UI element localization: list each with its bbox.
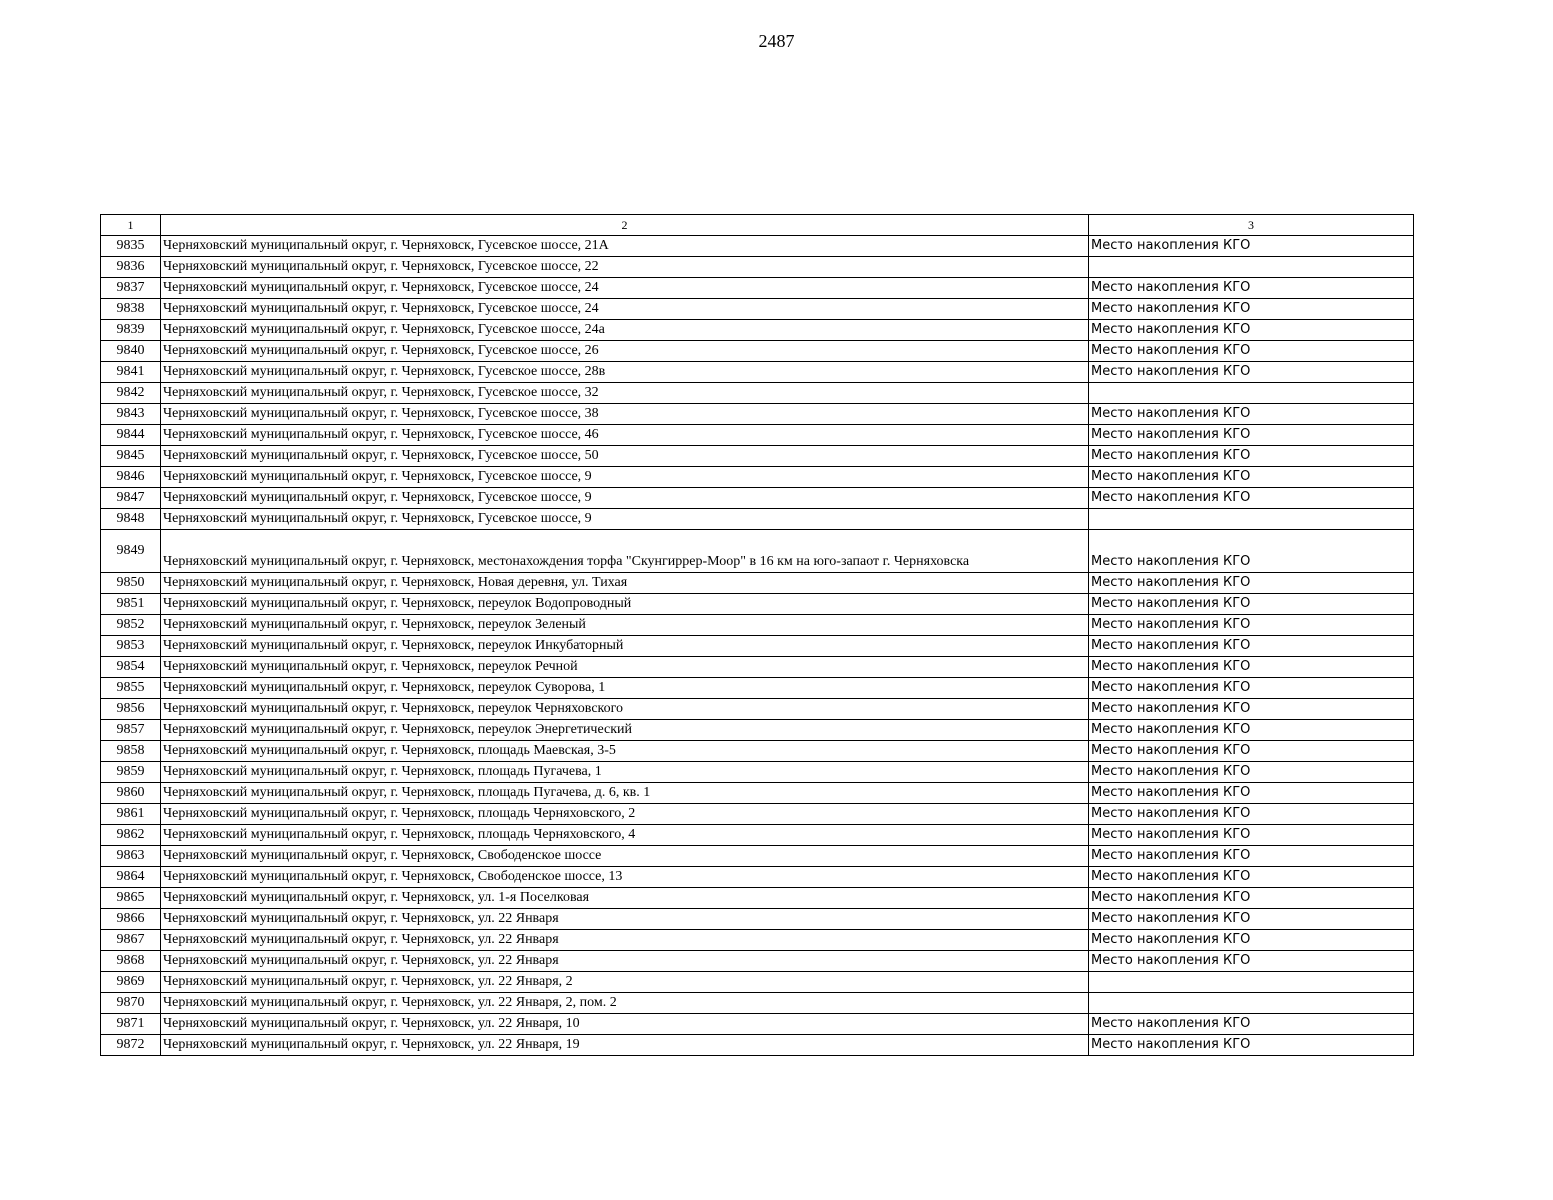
address-cell: Черняховский муниципальный округ, г. Черняховск, площадь Пугачева, д. 6, кв. 1: [161, 783, 1089, 804]
type-cell: Место накопления КГО: [1089, 888, 1414, 909]
type-cell: [1089, 509, 1414, 530]
type-cell: Место накопления КГО: [1089, 804, 1414, 825]
row-number-cell: 9850: [101, 573, 161, 594]
address-cell: Черняховский муниципальный округ, г. Черняховск, Новая деревня, ул. Тихая: [161, 573, 1089, 594]
address-cell: Черняховский муниципальный округ, г. Черняховск, переулок Водопроводный: [161, 594, 1089, 615]
address-cell: Черняховский муниципальный округ, г. Черняховск, Гусевское шоссе, 38: [161, 404, 1089, 425]
table-row: [101, 509, 1414, 530]
type-cell: Место накопления КГО: [1089, 678, 1414, 699]
type-cell: Место накопления КГО: [1089, 236, 1414, 257]
type-cell: Место накопления КГО: [1089, 846, 1414, 867]
address-cell: Черняховский муниципальный округ, г. Черняховск, Гусевское шоссе, 46: [161, 425, 1089, 446]
row-number-cell: 9846: [101, 467, 161, 488]
row-number-cell: 9864: [101, 867, 161, 888]
column-header-type: 3: [1089, 215, 1414, 236]
table-row: [101, 951, 1414, 972]
address-cell: Черняховский муниципальный округ, г. Черняховск, переулок Речной: [161, 657, 1089, 678]
table-row: [101, 467, 1414, 488]
type-cell: [1089, 383, 1414, 404]
table-row: [101, 257, 1414, 278]
address-cell: Черняховский муниципальный округ, г. Черняховск, Свободенское шоссе, 13: [161, 867, 1089, 888]
table-row: [101, 341, 1414, 362]
row-number-cell: 9842: [101, 383, 161, 404]
address-cell: Черняховский муниципальный округ, г. Черняховск, Гусевское шоссе, 21А: [161, 236, 1089, 257]
table-row: [101, 762, 1414, 783]
type-cell: Место накопления КГО: [1089, 825, 1414, 846]
address-cell: Черняховский муниципальный округ, г. Черняховск, переулок Энергетический: [161, 720, 1089, 741]
address-cell: Черняховский муниципальный округ, г. Черняховск, ул. 22 Января, 19: [161, 1035, 1089, 1056]
table-row: [101, 530, 1414, 573]
row-number-cell: 9835: [101, 236, 161, 257]
table-header-row: [101, 215, 1414, 236]
table-row: [101, 446, 1414, 467]
type-cell: Место накопления КГО: [1089, 909, 1414, 930]
page-number: 2487: [758, 31, 795, 51]
table-row: [101, 425, 1414, 446]
type-cell: Место накопления КГО: [1089, 699, 1414, 720]
address-cell: Черняховский муниципальный округ, г. Черняховск, Гусевское шоссе, 22: [161, 257, 1089, 278]
table-row: [101, 636, 1414, 657]
row-number-cell: 9848: [101, 509, 161, 530]
type-cell: Место накопления КГО: [1089, 467, 1414, 488]
table-row: [101, 783, 1414, 804]
type-cell: Место накопления КГО: [1089, 615, 1414, 636]
type-cell: Место накопления КГО: [1089, 278, 1414, 299]
table-row: [101, 573, 1414, 594]
row-number-cell: 9863: [101, 846, 161, 867]
address-cell: Черняховский муниципальный округ, г. Черняховск, переулок Зеленый: [161, 615, 1089, 636]
row-number-cell: 9856: [101, 699, 161, 720]
row-number-cell: 9840: [101, 341, 161, 362]
table-row: [101, 678, 1414, 699]
row-number-cell: 9849: [101, 530, 161, 573]
address-cell: Черняховский муниципальный округ, г. Черняховск, ул. 22 Января: [161, 951, 1089, 972]
row-number-cell: 9837: [101, 278, 161, 299]
type-cell: Место накопления КГО: [1089, 446, 1414, 467]
address-cell: Черняховский муниципальный округ, г. Черняховск, площадь Черняховского, 2: [161, 804, 1089, 825]
table-row: [101, 404, 1414, 425]
type-cell: Место накопления КГО: [1089, 636, 1414, 657]
address-cell: Черняховский муниципальный округ, г. Черняховск, площадь Черняховского, 4: [161, 825, 1089, 846]
address-cell: Черняховский муниципальный округ, г. Черняховск, переулок Черняховского: [161, 699, 1089, 720]
type-cell: Место накопления КГО: [1089, 1014, 1414, 1035]
row-number-cell: 9838: [101, 299, 161, 320]
address-cell: Черняховский муниципальный округ, г. Черняховск, местонахождения торфа "Скунгиррер-Моор" в 16 км на юго-запаот г. Черняховска: [161, 530, 1089, 573]
address-cell: Черняховский муниципальный округ, г. Черняховск, Гусевское шоссе, 32: [161, 383, 1089, 404]
row-number-cell: 9855: [101, 678, 161, 699]
address-cell: Черняховский муниципальный округ, г. Черняховск, ул. 22 Января: [161, 930, 1089, 951]
type-cell: [1089, 257, 1414, 278]
address-cell: Черняховский муниципальный округ, г. Черняховск, Гусевское шоссе, 28в: [161, 362, 1089, 383]
address-cell: Черняховский муниципальный округ, г. Черняховск, Гусевское шоссе, 50: [161, 446, 1089, 467]
type-cell: Место накопления КГО: [1089, 341, 1414, 362]
row-number-cell: 9867: [101, 930, 161, 951]
table-row: [101, 867, 1414, 888]
type-cell: Место накопления КГО: [1089, 720, 1414, 741]
row-number-cell: 9844: [101, 425, 161, 446]
type-cell: Место накопления КГО: [1089, 530, 1414, 573]
address-cell: Черняховский муниципальный округ, г. Черняховск, ул. 1-я Поселковая: [161, 888, 1089, 909]
address-cell: Черняховский муниципальный округ, г. Черняховск, ул. 22 Января, 10: [161, 1014, 1089, 1035]
row-number-cell: 9868: [101, 951, 161, 972]
row-number-cell: 9869: [101, 972, 161, 993]
row-number-cell: 9861: [101, 804, 161, 825]
table-row: [101, 615, 1414, 636]
table-row: [101, 825, 1414, 846]
row-number-cell: 9872: [101, 1035, 161, 1056]
type-cell: Место накопления КГО: [1089, 362, 1414, 383]
table-row: [101, 972, 1414, 993]
row-number-cell: 9843: [101, 404, 161, 425]
type-cell: Место накопления КГО: [1089, 762, 1414, 783]
address-cell: Черняховский муниципальный округ, г. Черняховск, Свободенское шоссе: [161, 846, 1089, 867]
table-row: [101, 930, 1414, 951]
row-number-cell: 9836: [101, 257, 161, 278]
row-number-cell: 9859: [101, 762, 161, 783]
row-number-cell: 9852: [101, 615, 161, 636]
address-cell: Черняховский муниципальный округ, г. Черняховск, площадь Маевская, 3-5: [161, 741, 1089, 762]
table-row: [101, 741, 1414, 762]
address-cell: Черняховский муниципальный округ, г. Черняховск, площадь Пугачева, 1: [161, 762, 1089, 783]
address-cell: Черняховский муниципальный округ, г. Черняховск, ул. 22 Января, 2, пом. 2: [161, 993, 1089, 1014]
row-number-cell: 9862: [101, 825, 161, 846]
type-cell: Место накопления КГО: [1089, 488, 1414, 509]
row-number-cell: 9857: [101, 720, 161, 741]
address-cell: Черняховский муниципальный округ, г. Черняховск, Гусевское шоссе, 24а: [161, 320, 1089, 341]
type-cell: Место накопления КГО: [1089, 299, 1414, 320]
row-number-cell: 9866: [101, 909, 161, 930]
type-cell: [1089, 993, 1414, 1014]
row-number-cell: 9871: [101, 1014, 161, 1035]
row-number-cell: 9865: [101, 888, 161, 909]
address-cell: Черняховский муниципальный округ, г. Черняховск, переулок Инкубаторный: [161, 636, 1089, 657]
type-cell: Место накопления КГО: [1089, 404, 1414, 425]
table-row: [101, 720, 1414, 741]
type-cell: Место накопления КГО: [1089, 1035, 1414, 1056]
address-cell: Черняховский муниципальный округ, г. Черняховск, Гусевское шоссе, 9: [161, 488, 1089, 509]
table-row: [101, 804, 1414, 825]
row-number-cell: 9858: [101, 741, 161, 762]
table-row: [101, 993, 1414, 1014]
type-cell: Место накопления КГО: [1089, 867, 1414, 888]
address-cell: Черняховский муниципальный округ, г. Черняховск, Гусевское шоссе, 26: [161, 341, 1089, 362]
row-number-cell: 9847: [101, 488, 161, 509]
row-number-cell: 9860: [101, 783, 161, 804]
type-cell: Место накопления КГО: [1089, 573, 1414, 594]
table-row: [101, 699, 1414, 720]
row-number-cell: 9851: [101, 594, 161, 615]
row-number-cell: 9841: [101, 362, 161, 383]
address-cell: Черняховский муниципальный округ, г. Черняховск, Гусевское шоссе, 24: [161, 299, 1089, 320]
type-cell: Место накопления КГО: [1089, 741, 1414, 762]
table-row: [101, 299, 1414, 320]
row-number-cell: 9853: [101, 636, 161, 657]
table-row: [101, 1014, 1414, 1035]
table-row: [101, 846, 1414, 867]
type-cell: Место накопления КГО: [1089, 425, 1414, 446]
table-row: [101, 888, 1414, 909]
type-cell: Место накопления КГО: [1089, 930, 1414, 951]
type-cell: Место накопления КГО: [1089, 320, 1414, 341]
registry-table: [100, 214, 1414, 1056]
table-row: [101, 383, 1414, 404]
table-row: [101, 362, 1414, 383]
table-row: [101, 1035, 1414, 1056]
row-number-cell: 9839: [101, 320, 161, 341]
type-cell: Место накопления КГО: [1089, 657, 1414, 678]
type-cell: Место накопления КГО: [1089, 951, 1414, 972]
address-cell: Черняховский муниципальный округ, г. Черняховск, переулок Суворова, 1: [161, 678, 1089, 699]
row-number-cell: 9845: [101, 446, 161, 467]
type-cell: [1089, 972, 1414, 993]
table-row: [101, 278, 1414, 299]
row-number-cell: 9870: [101, 993, 161, 1014]
column-header-number: 1: [101, 215, 161, 236]
table-row: [101, 488, 1414, 509]
type-cell: Место накопления КГО: [1089, 783, 1414, 804]
table-row: [101, 657, 1414, 678]
address-cell: Черняховский муниципальный округ, г. Черняховск, Гусевское шоссе, 9: [161, 509, 1089, 530]
table-row: [101, 909, 1414, 930]
table-row: [101, 236, 1414, 257]
column-header-address: 2: [161, 215, 1089, 236]
address-cell: Черняховский муниципальный округ, г. Черняховск, ул. 22 Января, 2: [161, 972, 1089, 993]
type-cell: Место накопления КГО: [1089, 594, 1414, 615]
row-number-cell: 9854: [101, 657, 161, 678]
address-cell: Черняховский муниципальный округ, г. Черняховск, Гусевское шоссе, 24: [161, 278, 1089, 299]
table-row: [101, 594, 1414, 615]
table-row: [101, 320, 1414, 341]
address-cell: Черняховский муниципальный округ, г. Черняховск, Гусевское шоссе, 9: [161, 467, 1089, 488]
address-cell: Черняховский муниципальный округ, г. Черняховск, ул. 22 Января: [161, 909, 1089, 930]
